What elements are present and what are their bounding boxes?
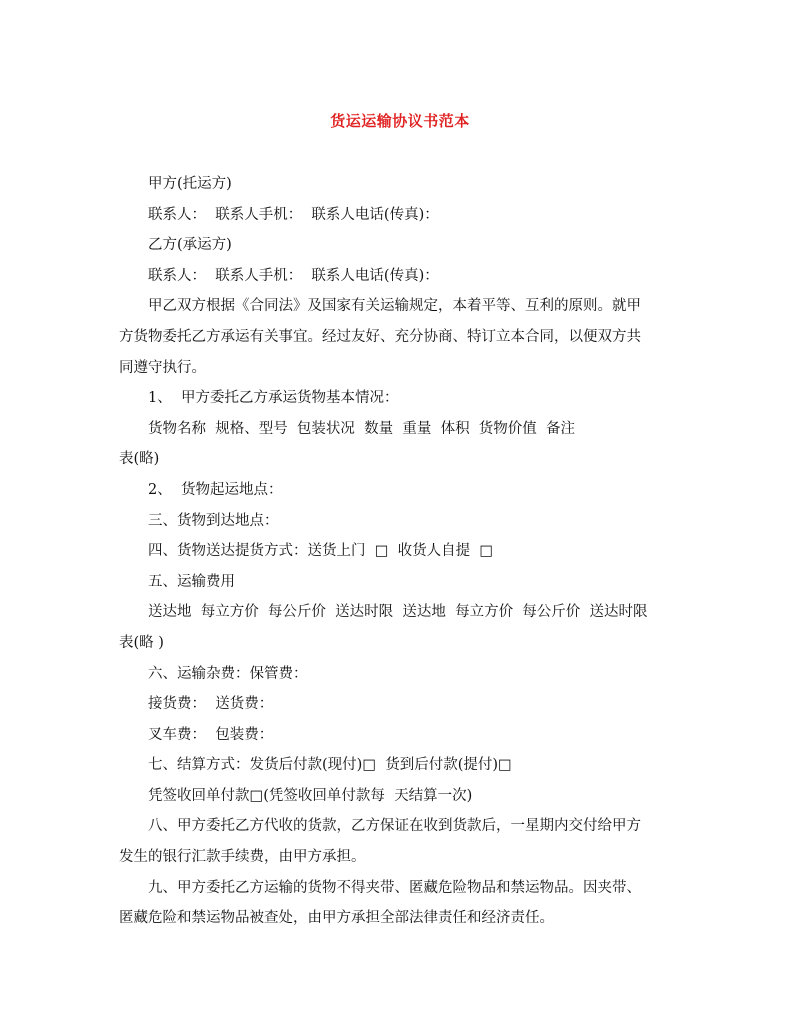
party-a-heading: 甲方(托运方) xyxy=(148,176,232,192)
intro-line-1: 甲乙双方根据《合同法》及国家有关运输规定，本着平等、互利的原则。就甲 xyxy=(148,298,641,315)
document-body xyxy=(119,169,668,934)
clause-3: 三、货物到达地点： xyxy=(148,512,279,529)
clause-6-fees-1: 接货费： 送货费： xyxy=(148,696,274,713)
clause-8-line-1: 八、甲方委托乙方代收的货款，乙方保证在收到货款后，一星期内交付给甲方 xyxy=(148,818,641,835)
clause-6-fees-2: 叉车费： 包装费： xyxy=(148,726,274,743)
clause-7-receipt: 凭签收回单付款□(凭签收回单付款每 天结算一次) xyxy=(148,787,473,804)
clause-4: 四、货物送达提货方式：送货上门 □ 收货人自提 □ xyxy=(148,543,494,560)
clause-6: 六、运输杂费：保管费： xyxy=(148,665,308,682)
intro-line-3: 同遵守执行。 xyxy=(119,359,206,376)
party-b-heading: 乙方(承运方) xyxy=(148,237,232,254)
clause-5: 五、运输费用 xyxy=(148,573,235,590)
document-title: 货运运输协议书范本 xyxy=(330,112,470,130)
clause-2: 2、 货物起运地点： xyxy=(148,481,283,498)
fee-table-note: 表(略 ) xyxy=(119,634,164,651)
party-b-contact: 联系人： 联系人手机： 联系人电话(传真)： xyxy=(148,267,439,284)
clause-1: 1、 甲方委托乙方承运货物基本情况： xyxy=(148,390,399,407)
clause-7: 七、结算方式：发货后付款(现付)□ 货到后付款(提付)□ xyxy=(148,757,512,774)
goods-table-header: 货物名称 规格、型号 包装状况 数量 重量 体积 货物价值 备注 xyxy=(148,420,576,437)
goods-table-note: 表(略) xyxy=(119,451,160,468)
clause-9-line-1: 九、甲方委托乙方运输的货物不得夹带、匿藏危险物品和禁运物品。因夹带、 xyxy=(148,879,641,896)
party-a-contact: 联系人： 联系人手机： 联系人电话(传真)： xyxy=(148,206,439,223)
clause-9-line-2: 匿藏危险和禁运物品被查处，由甲方承担全部法律责任和经济责任。 xyxy=(119,910,554,927)
fee-table-header: 送达地 每立方价 每公斤价 送达时限 送达地 每立方价 每公斤价 送达时限 xyxy=(148,604,648,621)
intro-line-2: 方货物委托乙方承运有关事宜。经过友好、充分协商、特订立本合同，以便双方共 xyxy=(119,328,641,345)
clause-8-line-2: 发生的银行汇款手续费，由甲方承担。 xyxy=(119,849,366,866)
